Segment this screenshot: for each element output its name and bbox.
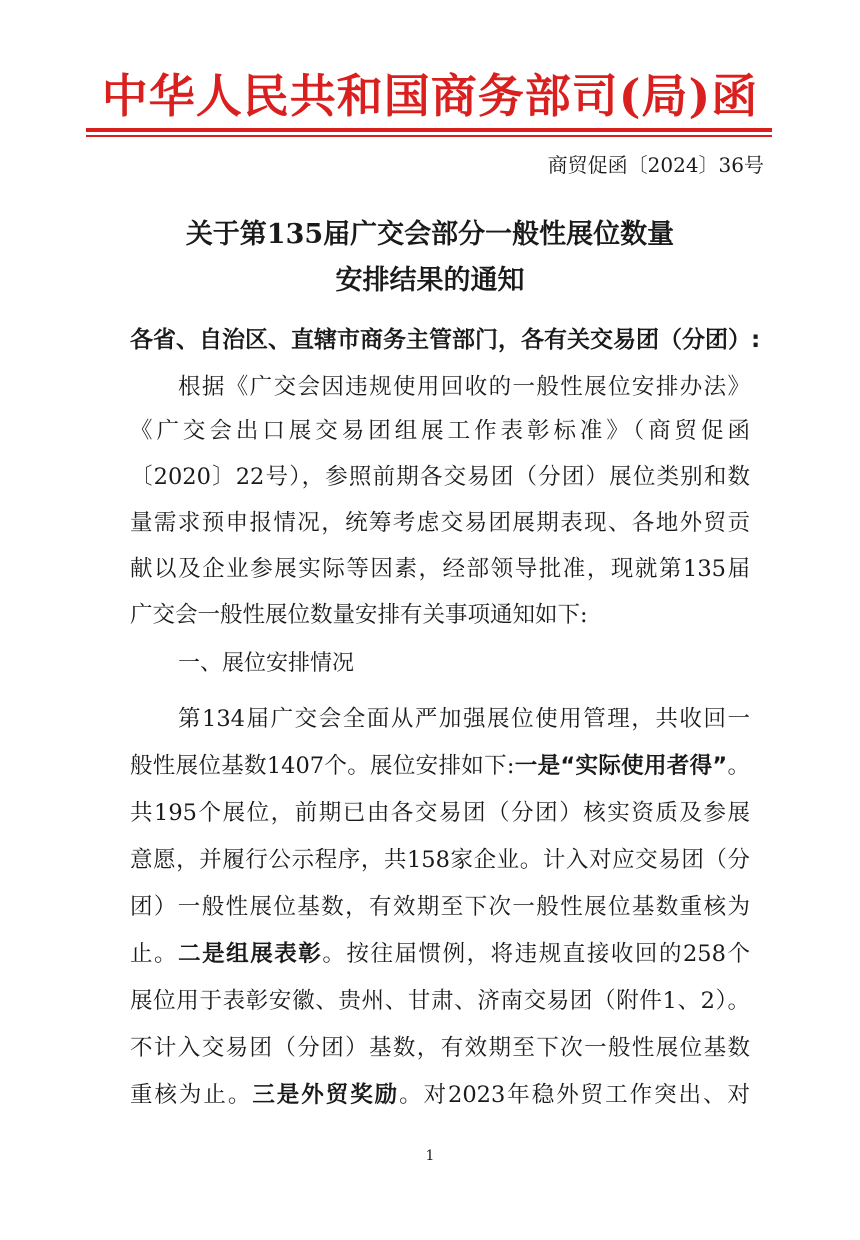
paragraph-1-line: 广交会一般性展位数量安排有关事项通知如下: [130,602,588,628]
masthead-rule-thick [86,128,772,132]
paragraph-1-line: 量需求预申报情况，统筹考虑交易团展期表现、各地外贸贡 [130,510,750,536]
document-number: 商贸促函〔2024〕36号 [547,153,764,177]
paragraph-2-line: 不计入交易团（分团）基数，有效期至下次一般性展位基数 [130,1035,750,1061]
text-run: 。 [727,753,750,779]
paragraph-1-line: 〔2020〕22号），参照前期各交易团（分团）展位类别和数 [130,464,750,490]
paragraph-2-line: 展位用于表彰安徽、贵州、甘肃、济南交易团（附件1、2）。 [130,988,750,1014]
masthead: 中华人民共和国商务部司(局)函 [101,69,759,123]
section-heading: 一、展位安排情况 [178,651,355,676]
text-run: 。按往届惯例，将违规直接收回的258个 [322,941,750,967]
emphasis-foreign-trade-reward: 三是外贸奖励 [252,1082,400,1108]
emphasis-actual-user: 一是“实际使用者得” [514,753,728,779]
paragraph-2-line: 意愿，并履行公示程序，共158家企业。计入对应交易团（分 [130,847,750,873]
page-number: 1 [425,1148,435,1164]
paragraph-2-line [130,937,750,971]
text-run: 。对2023年稳外贸工作突出、对 [399,1082,750,1108]
paragraph-2-line: 共195个展位，前期已由各交易团（分团）核实资质及参展 [130,800,750,826]
emphasis-exhibition-commendation: 二是组展表彰 [178,941,323,967]
paragraph-1-line: 根据《广交会因违规使用回收的一般性展位安排办法》 [178,374,750,400]
text-run: 重核为止。 [130,1082,253,1108]
paragraph-1-line: 献以及企业参展实际等因素，经部领导批准，现就第135届 [130,556,750,582]
salutation: 各省、自治区、直辖市商务主管部门，各有关交易团（分团）: [130,327,761,353]
paragraph-2-line: 团）一般性展位基数，有效期至下次一般性展位基数重核为 [130,894,750,920]
text-run: 止。 [130,941,179,967]
paragraph-2-line [130,749,750,783]
paragraph-1-line: 《广交会出口展交易团组展工作表彰标准》（商贸促函 [130,418,750,444]
paragraph-2-line: 第134届广交会全面从严加强展位使用管理，共收回一 [178,706,750,732]
masthead-rule-thin [86,135,772,137]
document-title-line-2: 安排结果的通知 [335,265,525,296]
paragraph-2-line [130,1078,750,1112]
text-run: 般性展位基数1407个。展位安排如下: [130,753,515,779]
document-title-line-1: 关于第135届广交会部分一般性展位数量 [185,219,675,250]
